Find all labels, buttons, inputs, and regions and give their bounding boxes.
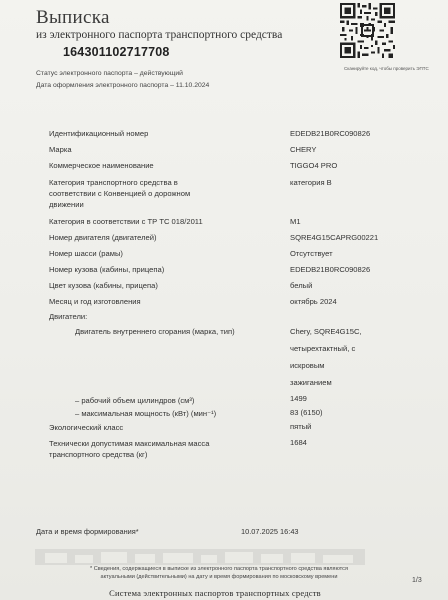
power-value: 83 (6150) (290, 408, 323, 417)
passport-status: Статус электронного паспорта – действующий (36, 70, 183, 77)
engine-type-value-4: зажиганием (290, 378, 332, 387)
field-label-make: Марка (49, 145, 72, 154)
field-value-category-convention: категория B (290, 178, 332, 187)
field-value-body-color: белый (290, 281, 313, 290)
field-value-vin: EDEDB21B0RC090826 (290, 129, 371, 138)
eco-class-label: Экологический класс (49, 423, 124, 432)
watermark-icon (35, 545, 365, 567)
power-label: – максимальная мощность (кВт) (мин⁻¹) (75, 409, 217, 418)
field-label-engine-number: Номер двигателя (двигателей) (49, 233, 157, 242)
formed-datetime-label: Дата и время формирования* (36, 527, 139, 536)
field-label-vin: Идентификационный номер (49, 129, 149, 138)
document-title: Выписка (36, 7, 110, 28)
engine-type-label: Двигатель внутреннего сгорания (марка, тип) (75, 327, 235, 336)
field-value-model: TIGGO4 PRO (290, 161, 338, 170)
mass-label-1: Технически допустимая максимальная масса (49, 439, 210, 448)
field-value-engine-number: SQRE4G15CAPRG00221 (290, 233, 379, 242)
field-label-body-color: Цвет кузова (кабины, прицепа) (49, 281, 158, 290)
field-label-manufacture-date: Месяц и год изготовления (49, 297, 141, 306)
field-label-category-convention-2: соответствии с Конвенцией о дорожном (49, 189, 191, 198)
footnote-line-2: актуальными (действительными) на дату и время формирования по московскому времени (100, 574, 338, 580)
displacement-label: – рабочий объем цилиндров (см³) (75, 396, 195, 405)
field-value-category-tr: M1 (290, 217, 301, 226)
field-label-category-convention-3: движении (49, 200, 84, 209)
engine-type-value-3: искровым (290, 361, 325, 370)
engines-heading: Двигатели: (49, 312, 88, 321)
field-label-chassis: Номер шасси (рамы) (49, 249, 123, 258)
footer-system-name: Система электронных паспортов транспортных средств (109, 588, 321, 598)
engine-type-value-1: Chery, SQRE4G15C, (290, 327, 362, 336)
field-value-make: CHERY (290, 145, 317, 154)
displacement-value: 1499 (290, 394, 307, 403)
field-value-chassis: Отсутствует (290, 249, 333, 258)
passport-number: 164301102717708 (63, 45, 170, 59)
field-label-model: Коммерческое наименование (49, 161, 154, 170)
mass-label-2: транспортного средства (кг) (49, 450, 148, 459)
mass-value: 1684 (290, 438, 307, 447)
field-value-body-number: EDEDB21B0RC090826 (290, 265, 371, 274)
field-label-category-convention-1: Категория транспортного средства в (49, 178, 178, 187)
eco-class-value: пятый (290, 422, 312, 431)
field-label-category-tr: Категория в соответствии с ТР ТС 018/2011 (49, 217, 203, 226)
engine-type-value-2: четырехтактный, с (290, 344, 356, 353)
passport-issue-date: Дата оформления электронного паспорта – 11.10.2024 (36, 82, 210, 89)
field-value-manufacture-date: октябрь 2024 (290, 297, 337, 306)
footnote (36, 565, 402, 581)
page-number: 1/3 (412, 577, 422, 584)
field-label-body-number: Номер кузова (кабины, прицепа) (49, 265, 165, 274)
formed-datetime-value: 10.07.2025 16:43 (241, 527, 299, 536)
qr-caption: Сканируйте код, чтобы проверить ЭПТС (344, 66, 429, 71)
footnote-line-1: * Сведения, содержащиеся в выписке из электронного паспорта транспортного средства являются (90, 566, 348, 572)
document-subtitle: из электронного паспорта транспортного средства (36, 29, 283, 41)
